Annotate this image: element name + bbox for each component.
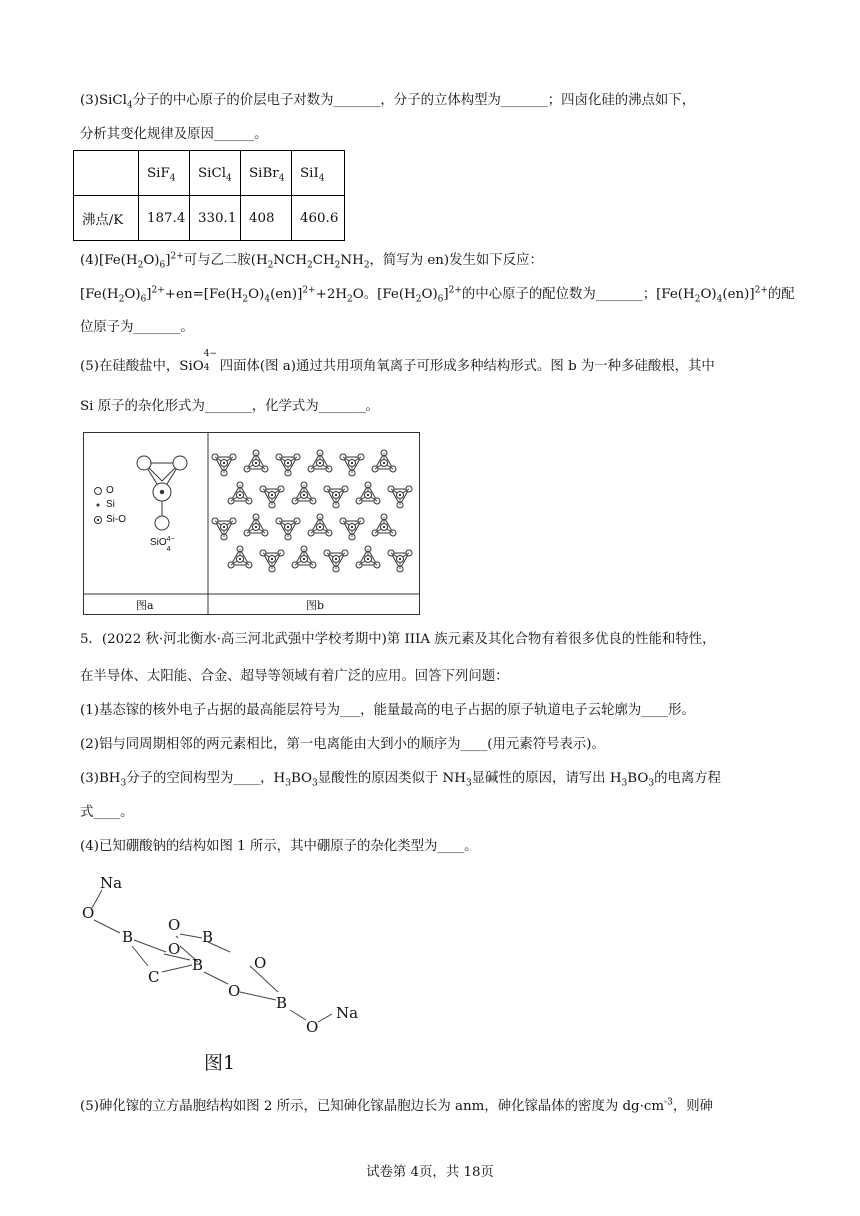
atom-b: B (122, 928, 134, 946)
atom-b: B (202, 928, 214, 946)
si-atom (255, 462, 257, 464)
q3-line2: 分析其变化规律及原因______。 (80, 127, 268, 142)
table-cell (74, 151, 139, 196)
si-atom (223, 462, 225, 464)
table-cell: 330.1 (190, 196, 241, 241)
atom-na: Na (100, 874, 123, 892)
atom-b: B (192, 956, 204, 974)
silicate-sheet (212, 450, 412, 572)
table-header-cell: SiCl$_4$ (190, 151, 241, 196)
atom-o: O (254, 954, 267, 972)
si-atom (271, 494, 273, 496)
q4-line3: 位原子为_______。 (80, 320, 194, 335)
table-header-row (74, 151, 345, 196)
si-atom (367, 558, 369, 560)
table-header-cell: SiI$_4$ (292, 151, 345, 196)
si-atom (303, 494, 305, 496)
q4-line1: $(4)[Fe(H_2O)_6]^{2+}$可与乙二胺($H_2NCH_2CH_2NH_2$，简写为 en)发生如下反应： (80, 251, 543, 271)
caption-a: 图a (136, 599, 154, 612)
table-cell: 460.6 (292, 196, 345, 241)
p5-line2: 在半导体、太阳能、合金、超导等领域有着广泛的应用。回答下列问题： (80, 669, 509, 684)
atom-o: O (228, 982, 241, 1000)
borate-figure (80, 870, 380, 1080)
atom-o: O (168, 916, 181, 934)
boiling-point-table (73, 150, 345, 241)
p5-line6: 式____。 (80, 805, 134, 820)
q4-line2: $[Fe(H_2O)_6]^{2+}+en=[Fe(H_2O)_4(en)]^{2+}+2H_2O$。$[Fe(H_2O)_6]^{2+}$的中心原子的配位数为_______；$[Fe(H_2O)_4(en)]^{2+}$的配 (80, 285, 795, 305)
si-atom (287, 462, 289, 464)
table-row (74, 196, 345, 241)
legend-o-label: O (106, 485, 114, 496)
q5-line1: (5)在硅酸盐中，SiO 4− 4 四面体(图 a)通过共用项角氧离子可形成多种结构形式。图 b 为一种多硅酸根，其中 (80, 349, 715, 374)
si-atom (399, 558, 401, 560)
si-atom (271, 558, 273, 560)
atom-na: Na (336, 1004, 359, 1022)
legend-sio-label: Si-O (106, 514, 126, 525)
p5-line5: $(3)BH_3$分子的空间构型为____，$H_3BO_3$显酸性的原因类似于 $NH_3$显碱性的原因，请写出 $H_3BO_3$的电离方程 (80, 771, 722, 789)
q3-line1: (3)SiCl$_4$分子的中心原子的价层电子对数为_______，分子的立体构型为_______；四卤化硅的沸点如下， (80, 93, 696, 111)
si-atom (319, 526, 321, 528)
sio4-label: SiO 4− 4 (150, 536, 175, 553)
si-atom (255, 526, 257, 528)
page-footer: 试卷第 4页，共 18页 (366, 1165, 494, 1180)
p5-line8: (5)砷化镓的立方晶胞结构如图 2 所示，已知砷化镓晶胞边长为 anm，砷化镓晶体的密度为 $dg\cdot cm^{-3}$，则砷 (80, 1097, 714, 1114)
table-header-cell: SiBr$_4$ (241, 151, 292, 196)
figure-1-caption: 图1 (204, 1052, 236, 1074)
atom-c: C (148, 968, 160, 986)
si-atom (287, 526, 289, 528)
p5-line7: (4)已知硼酸钠的结构如图 1 所示，其中硼原子的杂化类型为____。 (80, 839, 478, 854)
si-atom (351, 526, 353, 528)
p5-line4: (2)铝与同周期相邻的两元素相比，第一电离能由大到小的顺序为____(用元素符号表示)。 (80, 737, 605, 752)
caption-b: 图b (306, 599, 325, 612)
legend-si-label: Si (106, 499, 115, 510)
table-row-label: 沸点/K (74, 196, 139, 241)
si-atom (303, 558, 305, 560)
si-atom (319, 462, 321, 464)
atom-o: O (82, 904, 95, 922)
table-header-cell: SiF$_4$ (139, 151, 190, 196)
silicate-figure (83, 432, 420, 615)
table-cell: 187.4 (139, 196, 190, 241)
si-atom (351, 462, 353, 464)
atom-b: B (276, 994, 288, 1012)
si-atom (239, 558, 241, 560)
si-atom (335, 494, 337, 496)
si-atom (399, 494, 401, 496)
si-atom (335, 558, 337, 560)
atom-o: O (168, 940, 181, 958)
sio4-tetrahedron (137, 456, 187, 530)
si-atom (223, 526, 225, 528)
q5-line2: Si 原子的杂化形式为_______，化学式为_______。 (80, 399, 379, 414)
si-atom (383, 462, 385, 464)
si-atom (367, 494, 369, 496)
p5-line3: (1)基态镓的核外电子占据的最高能层符号为___，能量最高的电子占据的原子轨道电子云轮廓为____形。 (80, 703, 695, 718)
si-atom (383, 526, 385, 528)
p5-line1: 5．(2022 秋·河北衡水·高三河北武强中学校考期中)第 IIIA 族元素及其化合物有着很多优良的性能和特性， (80, 632, 716, 647)
si-atom (239, 494, 241, 496)
atom-o: O (306, 1018, 319, 1036)
table-cell: 408 (241, 196, 292, 241)
silicate-figure-svg (84, 433, 419, 614)
